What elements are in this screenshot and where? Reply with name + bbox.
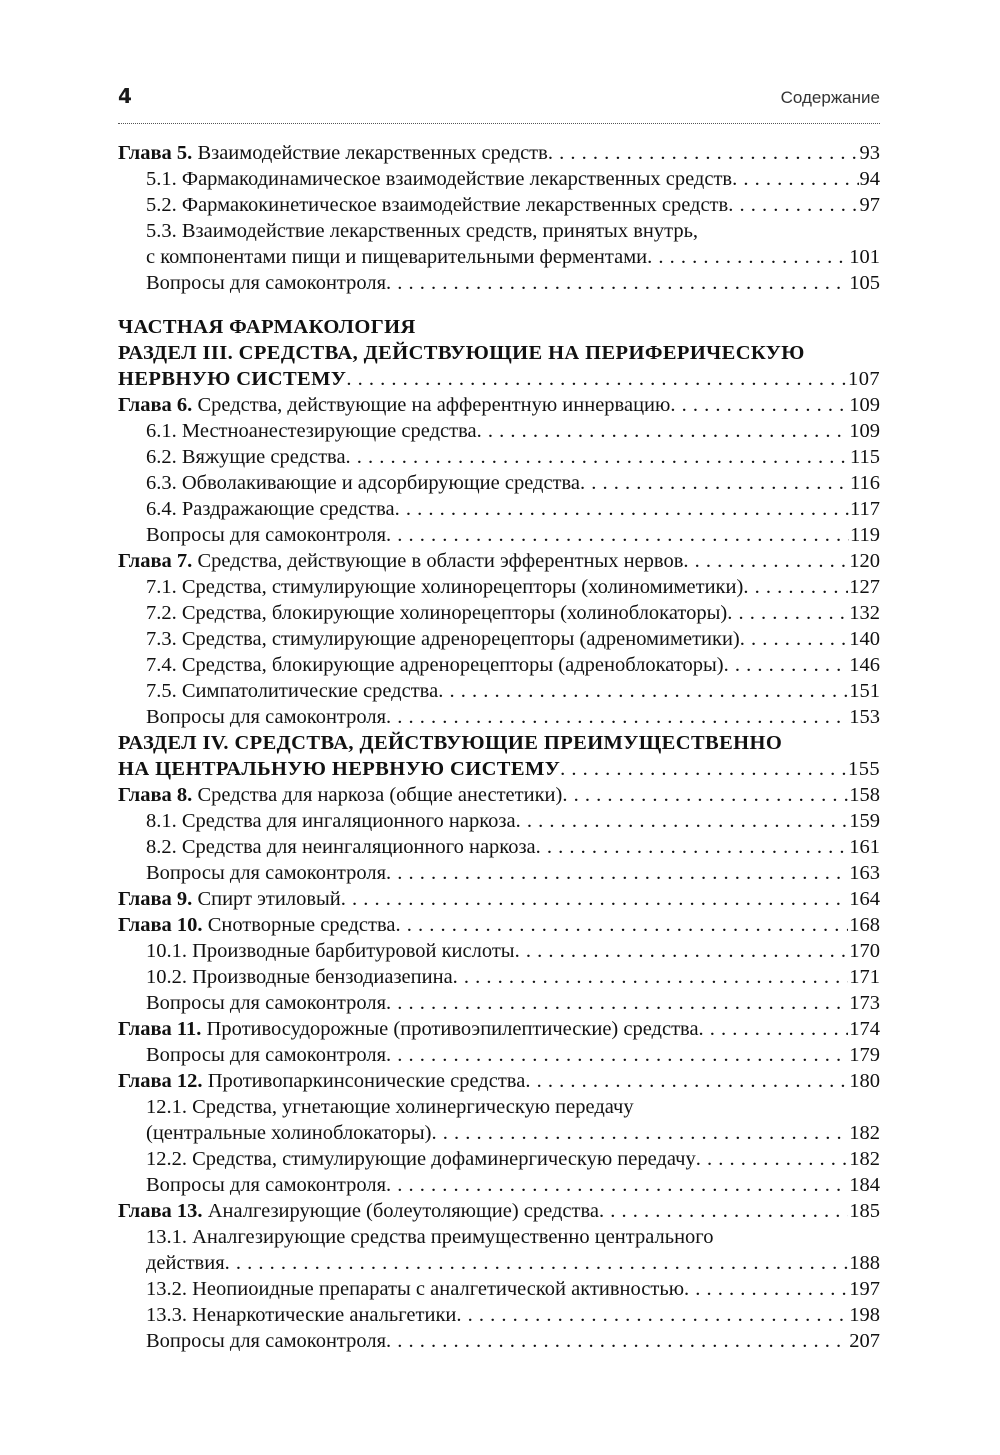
toc-entry-text: 13.1. Аналгезирующие средства преимущественно центрального (146, 1226, 714, 1248)
toc-entry-title (146, 1328, 386, 1354)
toc-entry-title (146, 1172, 386, 1198)
dot-leader (477, 418, 849, 444)
dot-leader (580, 470, 849, 496)
dot-leader (386, 704, 848, 730)
toc-subsection-line (118, 704, 880, 730)
dot-leader (438, 678, 848, 704)
toc-entry-title (146, 652, 724, 678)
toc-subsection-line (118, 574, 880, 600)
toc-page-number: 179 (849, 1044, 880, 1066)
toc-chapter-line (118, 1068, 880, 1094)
toc-entry-title (146, 678, 438, 704)
toc-entry-text: Снотворные средства (202, 914, 396, 936)
toc-entry-text: 7.2. Средства, блокирующие холинорецепторы (холиноблокаторы) (146, 602, 728, 624)
toc-page-number: 197 (849, 1278, 880, 1300)
toc-entry-title (146, 218, 698, 244)
toc-entry-title (146, 964, 453, 990)
toc-entry-text: 8.2. Средства для неингаляционного наркоза (146, 836, 536, 858)
toc-entry-text: 7.3. Средства, стимулирующие адренорецепторы (адреномиметики) (146, 628, 740, 650)
toc-subsection-line (118, 444, 880, 470)
chapter-label: Глава 13. (118, 1200, 203, 1222)
toc-entry-text: Аналгезирующие (болеутоляющие) средства (202, 1200, 599, 1222)
toc-entry-title (146, 522, 386, 548)
toc-page-number: 151 (849, 680, 880, 702)
toc-entry-text: Вопросы для самоконтроля (146, 1330, 387, 1352)
toc-page-number: 182 (849, 1148, 880, 1170)
toc-entry-text: 13.3. Ненаркотические анальгетики (146, 1304, 457, 1326)
toc-entry-title (146, 1276, 684, 1302)
toc-entry-title (118, 1068, 525, 1094)
dot-leader (386, 1172, 848, 1198)
dot-leader (727, 600, 848, 626)
chapter-label: Глава 9. (118, 888, 193, 910)
toc-chapter-line (118, 392, 880, 418)
toc-entry-title (146, 270, 386, 296)
toc-page-number: 109 (849, 394, 880, 416)
page-number: 4 (118, 84, 132, 108)
chapter-label: Глава 11. (118, 1018, 202, 1040)
dot-leader (684, 1276, 848, 1302)
dot-leader (740, 626, 848, 652)
toc-subsection-line (118, 964, 880, 990)
dot-leader (732, 166, 858, 192)
toc-subsection-line (118, 600, 880, 626)
toc-entry-title (146, 1146, 696, 1172)
toc-page-number: 94 (859, 168, 880, 190)
toc-entry-title (118, 1016, 699, 1042)
dot-leader (516, 808, 849, 834)
toc-page-number: 161 (849, 836, 880, 858)
running-title: Содержание (780, 88, 880, 107)
toc-page-number: 171 (849, 966, 880, 988)
toc-entry-title (146, 1042, 386, 1068)
toc-entry-title (118, 314, 416, 340)
chapter-label: Глава 5. (118, 142, 193, 164)
toc-entry-title (146, 626, 740, 652)
dot-leader (743, 574, 848, 600)
toc-subsection-line (118, 652, 880, 678)
toc-page-number: 116 (850, 472, 880, 494)
toc-entry-text: Средства для наркоза (общие анестетики) (192, 784, 563, 806)
page-header (118, 84, 880, 116)
toc-page-number: 207 (849, 1330, 880, 1352)
toc-page-number: 184 (849, 1174, 880, 1196)
dot-leader (525, 1068, 848, 1094)
toc-entry-text: 10.1. Производные барбитуровой кислоты (146, 940, 515, 962)
toc-entry-title (118, 392, 670, 418)
toc-section-line (118, 756, 880, 782)
toc-entry-title (146, 808, 516, 834)
toc-section-line (118, 730, 880, 756)
toc-entry-text: НА ЦЕНТРАЛЬНУЮ НЕРВНУЮ СИСТЕМУ (118, 758, 561, 780)
toc-subsection-line (118, 244, 880, 270)
toc-entry-text: 6.3. Обволакивающие и адсорбирующие средства (146, 472, 581, 494)
table-of-contents (118, 140, 880, 1354)
toc-page-number: 158 (849, 784, 880, 806)
toc-entry-title (146, 574, 743, 600)
toc-entry-text: 6.2. Вяжущие средства (146, 446, 346, 468)
dot-leader (560, 756, 847, 782)
dot-leader (386, 990, 848, 1016)
toc-subsection-line (118, 860, 880, 886)
toc-entry-title (118, 366, 346, 392)
toc-entry-text: 12.1. Средства, угнетающие холинергическую передачу (146, 1096, 634, 1118)
toc-page-number: 182 (849, 1122, 880, 1144)
toc-entry-text: 7.4. Средства, блокирующие адренорецепторы (адреноблокаторы) (146, 654, 724, 676)
toc-page-number: 180 (849, 1070, 880, 1092)
toc-chapter-line (118, 1198, 880, 1224)
toc-subsection-line (118, 166, 880, 192)
toc-entry-title (146, 1120, 431, 1146)
toc-entry-text: Средства, действующие в области эфферентных нервов (192, 550, 684, 572)
toc-entry-text: 7.1. Средства, стимулирующие холинорецепторы (холиномиметики) (146, 576, 744, 598)
toc-page-number: 101 (849, 246, 880, 268)
toc-entry-title (118, 886, 341, 912)
toc-page-number: 109 (849, 420, 880, 442)
toc-page-number: 146 (849, 654, 880, 676)
toc-entry-title (146, 834, 536, 860)
toc-page-number: 185 (849, 1200, 880, 1222)
dot-leader (431, 1120, 848, 1146)
toc-subsection-line (118, 1094, 880, 1120)
dot-leader (548, 140, 859, 166)
toc-chapter-line (118, 548, 880, 574)
chapter-label: Глава 8. (118, 784, 193, 806)
dot-leader (562, 782, 848, 808)
toc-subsection-line (118, 1172, 880, 1198)
toc-entry-title (146, 600, 727, 626)
dot-leader (341, 886, 849, 912)
toc-subsection-line (118, 1276, 880, 1302)
toc-entry-text: 8.1. Средства для ингаляционного наркоза (146, 810, 516, 832)
toc-section-line (118, 366, 880, 392)
toc-entry-title (146, 1250, 225, 1276)
toc-entry-text: Средства, действующие на афферентную иннервацию (192, 394, 671, 416)
toc-entry-title (146, 496, 395, 522)
toc-entry-text: Вопросы для самоконтроля (146, 992, 387, 1014)
toc-entry-title (146, 1094, 634, 1120)
toc-subsection-line (118, 192, 880, 218)
toc-entry-title (118, 730, 782, 756)
toc-entry-text: Вопросы для самоконтроля (146, 1174, 387, 1196)
toc-page-number: 159 (849, 810, 880, 832)
toc-subsection-line (118, 1146, 880, 1172)
toc-entry-text: Вопросы для самоконтроля (146, 706, 387, 728)
toc-entry-text: Противосудорожные (противоэпилептические) средства (201, 1018, 699, 1040)
toc-chapter-line (118, 912, 880, 938)
toc-subsection-line (118, 522, 880, 548)
dot-leader (225, 1250, 849, 1276)
toc-subsection-line (118, 834, 880, 860)
toc-page-number: 188 (849, 1252, 880, 1274)
toc-entry-title (146, 1302, 456, 1328)
toc-page-number: 120 (849, 550, 880, 572)
toc-entry-title (146, 860, 386, 886)
dot-leader (386, 860, 848, 886)
toc-entry-text: Вопросы для самоконтроля (146, 524, 387, 546)
toc-page-number: 170 (849, 940, 880, 962)
toc-entry-title (146, 444, 346, 470)
toc-entry-text: 6.1. Местноанестезирующие средства (146, 420, 477, 442)
toc-page-number: 155 (848, 758, 880, 780)
toc-entry-text: 7.5. Симпатолитические средства (146, 680, 439, 702)
toc-page-number: 173 (849, 992, 880, 1014)
toc-entry-text: (центральные холиноблокаторы) (146, 1122, 432, 1144)
toc-entry-title (118, 912, 395, 938)
toc-subsection-line (118, 1302, 880, 1328)
toc-entry-text: 5.1. Фармакодинамическое взаимодействие лекарственных средств (146, 168, 733, 190)
chapter-label: Глава 10. (118, 914, 203, 936)
toc-entry-title (146, 704, 386, 730)
dot-leader (515, 938, 849, 964)
toc-subsection-line (118, 418, 880, 444)
dot-leader (647, 244, 848, 270)
toc-page-number: 117 (850, 498, 880, 520)
chapter-label: Глава 7. (118, 550, 193, 572)
toc-page-number: 115 (850, 446, 880, 468)
toc-entry-text: 12.2. Средства, стимулирующие дофаминергическую передачу (146, 1148, 696, 1170)
toc-entry-title (146, 418, 477, 444)
toc-subsection-line (118, 1328, 880, 1354)
toc-entry-text: Вопросы для самоконтроля (146, 272, 387, 294)
toc-chapter-line (118, 140, 880, 166)
toc-entry-text: Взаимодействие лекарственных средств (192, 142, 548, 164)
toc-subsection-line (118, 938, 880, 964)
header-divider (118, 123, 880, 124)
toc-page-number: 198 (849, 1304, 880, 1326)
toc-entry-title (118, 1198, 599, 1224)
dot-leader (386, 1328, 848, 1354)
toc-subsection-line (118, 496, 880, 522)
dot-leader (536, 834, 849, 860)
dot-leader (395, 496, 849, 522)
toc-chapter-line (118, 1016, 880, 1042)
dot-leader (386, 522, 849, 548)
toc-subsection-line (118, 270, 880, 296)
toc-entry-title (118, 782, 562, 808)
toc-entry-text: 10.2. Производные бензодиазепина (146, 966, 453, 988)
chapter-label: Глава 12. (118, 1070, 203, 1092)
dot-leader (696, 1146, 849, 1172)
toc-entry-text: Спирт этиловый (192, 888, 341, 910)
toc-page-number: 168 (849, 914, 880, 936)
toc-page-number: 174 (849, 1018, 880, 1040)
toc-page-number: 93 (859, 142, 880, 164)
toc-subsection-line (118, 808, 880, 834)
toc-chapter-line (118, 886, 880, 912)
toc-entry-text: ЧАСТНАЯ ФАРМАКОЛОГИЯ (118, 316, 416, 338)
toc-entry-text: Вопросы для самоконтроля (146, 862, 387, 884)
toc-entry-text: 13.2. Неопиоидные препараты с аналгетической активностью (146, 1278, 685, 1300)
toc-page-number: 140 (849, 628, 880, 650)
toc-section-line (118, 296, 880, 340)
toc-entry-title (146, 990, 386, 1016)
dot-leader (346, 444, 849, 470)
toc-entry-title (146, 1224, 713, 1250)
toc-entry-text: с компонентами пищи и пищеварительными ферментами (146, 246, 648, 268)
toc-subsection-line (118, 470, 880, 496)
toc-entry-text: 6.4. Раздражающие средства (146, 498, 395, 520)
dot-leader (346, 366, 847, 392)
toc-entry-text: действия (146, 1252, 225, 1274)
toc-entry-title (118, 548, 683, 574)
dot-leader (599, 1198, 848, 1224)
toc-chapter-line (118, 782, 880, 808)
toc-entry-title (118, 756, 560, 782)
toc-entry-title (146, 244, 647, 270)
toc-subsection-line (118, 626, 880, 652)
toc-entry-text: 5.3. Взаимодействие лекарственных средств, принятых внутрь, (146, 220, 699, 242)
toc-entry-text: НЕРВНУЮ СИСТЕМУ (118, 368, 347, 390)
dot-leader (683, 548, 848, 574)
toc-entry-text: РАЗДЕЛ IV. СРЕДСТВА, ДЕЙСТВУЮЩИЕ ПРЕИМУЩЕСТВЕННО (118, 732, 783, 754)
toc-entry-text: 5.2. Фармакокинетическое взаимодействие лекарственных средств (146, 194, 729, 216)
toc-page-number: 97 (859, 194, 880, 216)
toc-entry-text: Вопросы для самоконтроля (146, 1044, 387, 1066)
toc-page-number: 127 (849, 576, 880, 598)
toc-entry-title (118, 340, 805, 366)
toc-page-number: 107 (848, 368, 880, 390)
dot-leader (395, 912, 848, 938)
dot-leader (728, 192, 858, 218)
dot-leader (456, 1302, 848, 1328)
toc-subsection-line (118, 678, 880, 704)
toc-entry-title (146, 192, 728, 218)
dot-leader (453, 964, 849, 990)
toc-page-number: 164 (849, 888, 880, 910)
toc-entry-text: Противопаркинсонические средства (202, 1070, 526, 1092)
toc-page-number: 119 (850, 524, 880, 546)
toc-entry-text: РАЗДЕЛ III. СРЕДСТВА, ДЕЙСТВУЮЩИЕ НА ПЕРИФЕРИЧЕСКУЮ (118, 342, 805, 364)
toc-page-number: 163 (849, 862, 880, 884)
toc-page-number: 105 (849, 272, 880, 294)
toc-subsection-line (118, 1224, 880, 1250)
dot-leader (670, 392, 848, 418)
toc-entry-title (146, 470, 580, 496)
toc-entry-title (146, 938, 515, 964)
toc-subsection-line (118, 990, 880, 1016)
toc-subsection-line (118, 1042, 880, 1068)
dot-leader (724, 652, 849, 678)
dot-leader (699, 1016, 849, 1042)
dot-leader (386, 1042, 848, 1068)
toc-subsection-line (118, 1120, 880, 1146)
dot-leader (386, 270, 848, 296)
toc-entry-title (118, 140, 548, 166)
toc-section-line (118, 340, 880, 366)
chapter-label: Глава 6. (118, 394, 193, 416)
toc-subsection-line (118, 218, 880, 244)
toc-page-number: 153 (849, 706, 880, 728)
toc-subsection-line (118, 1250, 880, 1276)
toc-entry-title (146, 166, 732, 192)
toc-page-number: 132 (849, 602, 880, 624)
